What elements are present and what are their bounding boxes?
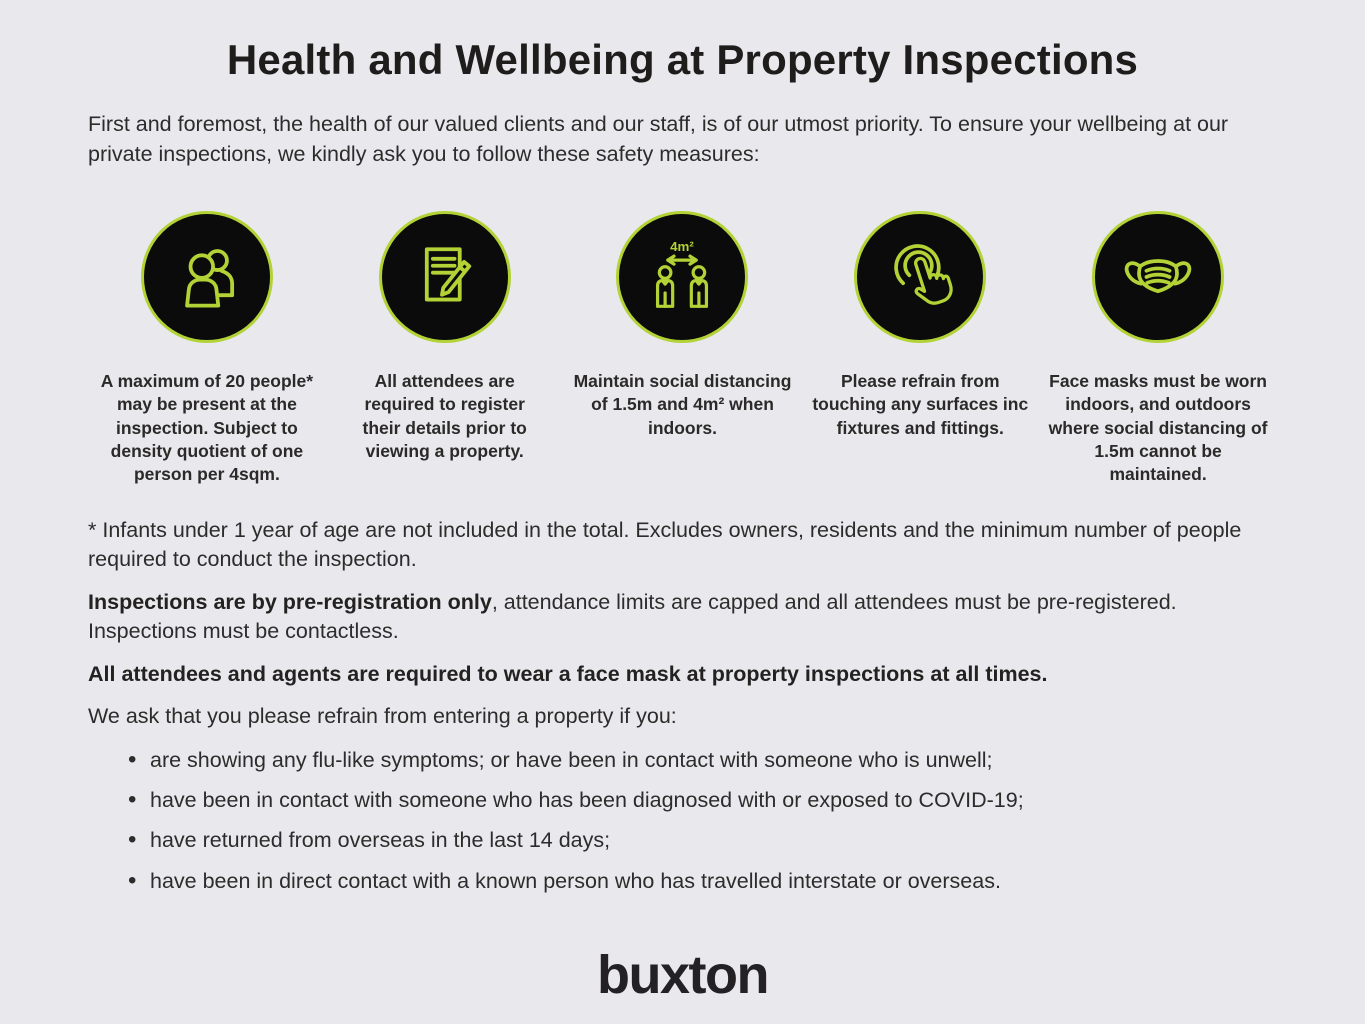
measure-caption: A maximum of 20 people* may be present at the inspection. Subject to density quotient of one person per 4sqm. [100,371,314,484]
social-distance-icon [616,211,748,343]
page-title: Health and Wellbeing at Property Inspections [226,36,1139,83]
measure-max-people [88,211,326,485]
safety-measures-row [88,211,1277,485]
list-item: • are showing any flu-like symptoms; or have been in contact with someone who is unwell; [88,746,1277,775]
refrain-list [88,746,1277,897]
list-item: • have been in direct contact with a known person who has travelled interstate or overseas. [88,867,1277,896]
buxton-logo: buxton [597,945,768,1006]
list-item: • have returned from overseas in the last 14 days; [88,826,1277,855]
face-mask-icon [1092,211,1224,343]
measure-mask [1039,211,1277,485]
footer [88,944,1277,1006]
distance-label: 4m² [670,239,695,255]
measure-caption: Maintain social distancing of 1.5m and 4m² when indoors. [573,371,792,438]
intro-paragraph: First and foremost, the health of our valued clients and our staff, is of our utmost priority. To ensure your wellbeing at our private inspections, we kindly ask you to follow these safety measures: [88,112,1229,166]
measure-caption: Please refrain from touching any surfaces inc fixtures and fittings. [812,371,1029,438]
preregistration-rest-text: , attendance limits are capped and all attendees must be pre-registered. Inspections must be contactless. [88,589,1177,644]
no-touch-icon [854,211,986,343]
measure-caption: Face masks must be worn indoors, and outdoors where social distancing of 1.5m cannot be maintained. [1048,371,1268,484]
facemask-bold-text: All attendees and agents are required to wear a face mask at property inspections at all times. [88,661,1048,686]
register-document-icon [379,211,511,343]
preregistration-bold-text: Inspections are by pre-registration only [88,589,492,614]
preregistration-paragraph [88,588,1277,647]
refrain-intro-paragraph: We ask that you please refrain from entering a property if you: [88,704,677,729]
list-item: • have been in contact with someone who has been diagnosed with or exposed to COVID-19; [88,786,1277,815]
measure-register [326,211,564,485]
measure-distance [564,211,802,485]
measure-no-touch [801,211,1039,485]
measure-caption: All attendees are required to register their details prior to viewing a property. [362,371,527,461]
footnote-paragraph: * Infants under 1 year of age are not included in the total. Excludes owners, residents and the minimum number of people required to conduct the inspection. [88,517,1242,572]
people-group-icon [141,211,273,343]
facemask-paragraph [88,660,1277,689]
notes-section [88,516,1277,897]
